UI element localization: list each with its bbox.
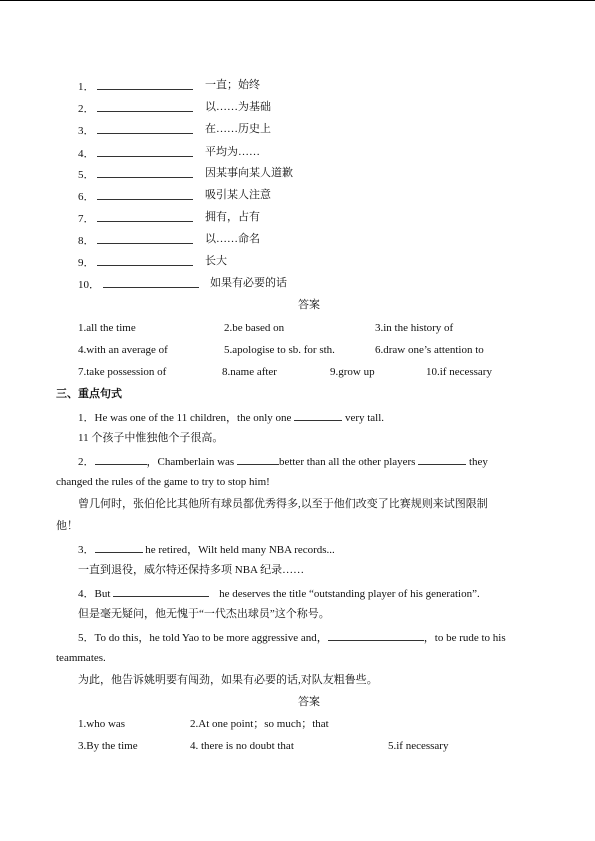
answer-title: 答案: [298, 299, 320, 311]
sentence-3-english: [78, 541, 335, 557]
sentence-2-english: [78, 453, 488, 469]
item-meaning: 长大: [205, 255, 227, 267]
item-meaning: 拥有，占有: [205, 211, 260, 223]
answer-item: 8.name after: [222, 366, 277, 378]
vocab-item: [78, 122, 193, 138]
answer-blank: [95, 453, 147, 465]
answer-blank: [113, 585, 209, 597]
vocab-item: [78, 100, 193, 116]
sentence-5-english-cont: teammates.: [56, 652, 106, 664]
answer-item: 1.who was: [78, 718, 126, 730]
answer-item: 6.draw one’s attention to: [375, 344, 484, 356]
answer-blank: [97, 145, 193, 157]
sentence-text: 4．But: [78, 588, 114, 600]
sentence-text: he deserves the title “outstanding player of his generation”.: [219, 588, 480, 600]
answer-item: 1.all the time: [78, 322, 136, 334]
item-number: 4．: [78, 148, 95, 160]
answer-item: 4.with an average of: [78, 344, 168, 356]
sentence-5-english: [78, 629, 506, 645]
item-meaning: 以……命名: [205, 233, 260, 245]
sentence-4-chinese: 但是毫无疑问，他无愧于“一代杰出球员”这个称号。: [78, 608, 330, 620]
sentence-5-chinese: 为此，他告诉姚明要有闯劲，如果有必要的话,对队友粗鲁些。: [78, 674, 378, 686]
answer-item: 3.in the history of: [375, 322, 454, 334]
vocab-item: [78, 232, 193, 248]
sentence-1-chinese: 11 个孩子中惟独他个子很高。: [78, 432, 224, 444]
answer-blank: [328, 629, 424, 641]
item-meaning: 因某事向某人道歉: [205, 167, 293, 179]
sentence-text: 1．He was one of the 11 children，the only one: [78, 412, 295, 424]
answer-blank: [97, 78, 193, 90]
vocab-item: [78, 276, 199, 292]
item-meaning: 一直；始终: [205, 79, 260, 91]
answer-blank: [97, 166, 193, 178]
sentence-text: 3．: [78, 544, 95, 556]
vocab-item: [78, 188, 193, 204]
answer-blank: [97, 210, 193, 222]
answer-blank: [97, 232, 193, 244]
answer-blank: [97, 188, 193, 200]
sentence-text: ，to be rude to his: [423, 632, 506, 644]
item-meaning: 平均为……: [205, 146, 260, 158]
answer-title: 答案: [298, 696, 320, 708]
sentence-2-english-cont: changed the rules of the game to try to stop him!: [56, 476, 270, 488]
answer-item: 4. there is no doubt that: [190, 740, 294, 752]
item-meaning: 在……历史上: [205, 123, 271, 135]
item-number: 2．: [78, 103, 95, 115]
item-number: 10．: [78, 279, 100, 291]
answer-item: 7.take possession of: [78, 366, 167, 378]
item-number: 1．: [78, 81, 95, 93]
answer-item: 10.if necessary: [426, 366, 492, 378]
item-meaning: 吸引某人注意: [205, 189, 271, 201]
vocab-item: [78, 210, 193, 226]
answer-item: 5.apologise to sb. for sth.: [224, 344, 335, 356]
item-number: 8．: [78, 235, 95, 247]
item-number: 5．: [78, 169, 95, 181]
sentence-text: better than all the other players: [278, 456, 419, 468]
answer-blank: [418, 453, 466, 465]
sentence-2-chinese: 曾几何时，张伯伦比其他所有球员都优秀得多,以至于他们改变了比赛规则来试图限制: [78, 498, 488, 510]
answer-blank: [237, 453, 279, 465]
sentence-text: ，Chamberlain was: [146, 456, 237, 468]
item-number: 9．: [78, 257, 95, 269]
item-meaning: 以……为基础: [205, 101, 271, 113]
page-top-rule: [0, 0, 595, 1]
answer-item: 9.grow up: [330, 366, 375, 378]
item-number: 7．: [78, 213, 95, 225]
sentence-text: very tall.: [342, 412, 385, 424]
vocab-item: [78, 254, 193, 270]
answer-blank: [97, 254, 193, 266]
answer-blank: [95, 541, 143, 553]
answer-item: 2.be based on: [224, 322, 285, 334]
vocab-item: [78, 145, 193, 161]
sentence-text: 5．To do this，he told Yao to be more aggressive and，: [78, 632, 328, 644]
answer-blank: [294, 409, 342, 421]
answer-blank: [103, 276, 199, 288]
sentence-2-chinese-cont: 他！: [56, 520, 78, 532]
sentence-text: 2．: [78, 456, 95, 468]
sentence-4-english: [78, 585, 480, 601]
item-number: 3．: [78, 125, 95, 137]
item-number: 6．: [78, 191, 95, 203]
item-meaning: 如果有必要的话: [210, 277, 287, 289]
answer-item: 3.By the time: [78, 740, 138, 752]
sentence-text: they: [466, 456, 488, 468]
answer-item: 2.At one point；so much；that: [190, 718, 329, 730]
vocab-item: [78, 166, 193, 182]
sentence-1-english: [78, 409, 384, 425]
sentence-text: he retired，Wilt held many NBA records...: [142, 544, 335, 556]
sentence-3-chinese: 一直到退役，威尔特还保持多项 NBA 纪录……: [78, 564, 305, 576]
section-heading: 三、重点句式: [56, 388, 122, 400]
answer-blank: [97, 100, 193, 112]
answer-blank: [97, 122, 193, 134]
answer-item: 5.if necessary: [388, 740, 449, 752]
vocab-item: [78, 78, 193, 94]
